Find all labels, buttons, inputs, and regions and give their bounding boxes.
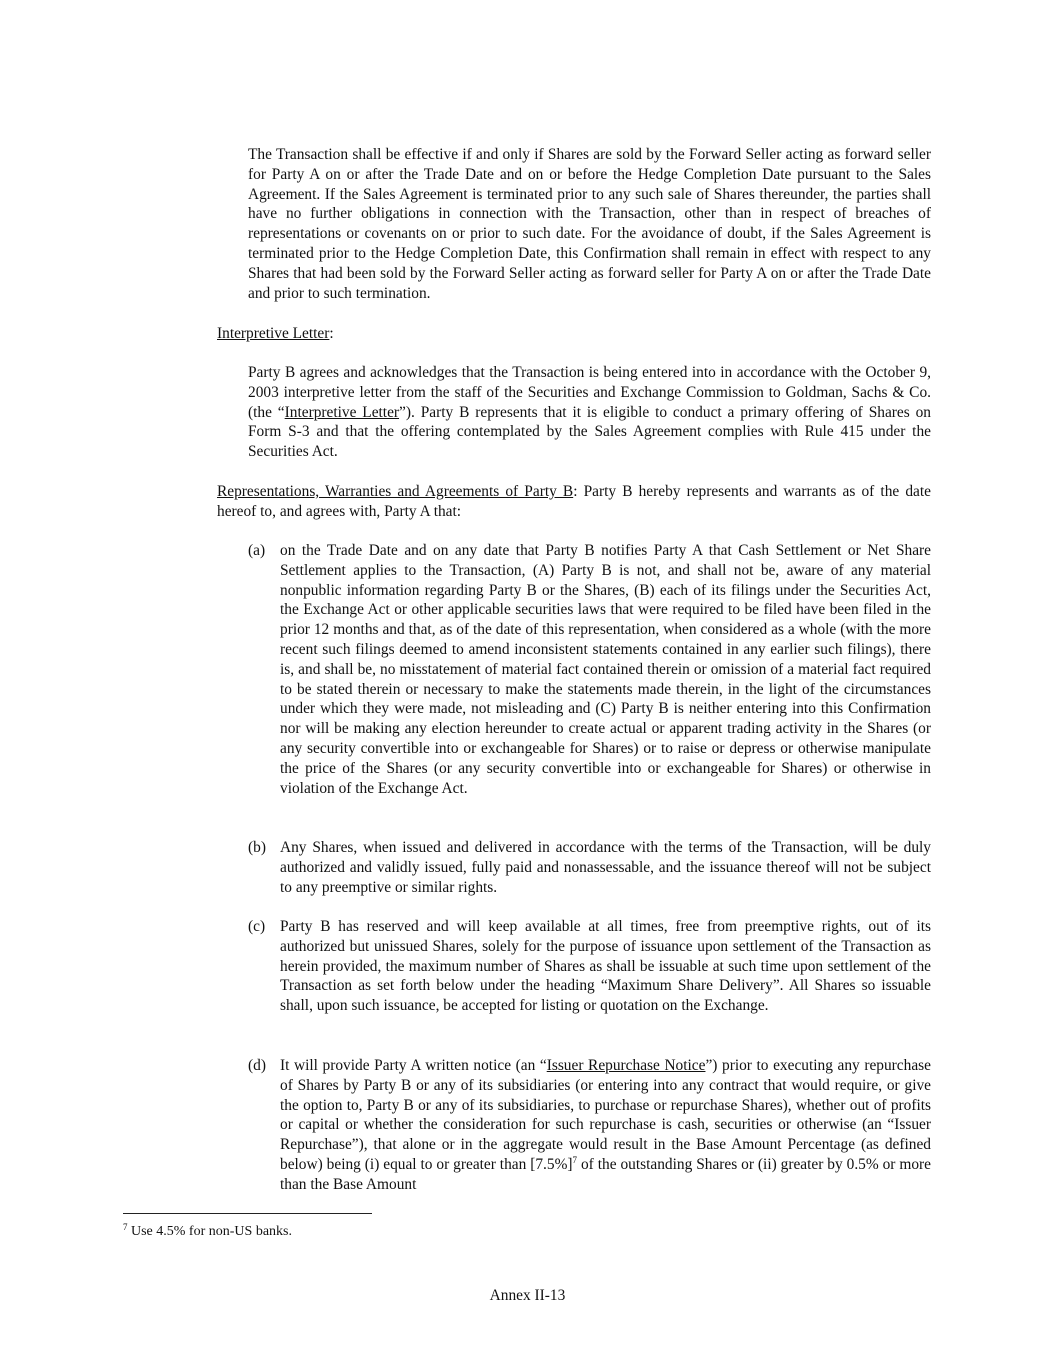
representations-heading: Representations, Warranties and Agreements of Party B bbox=[217, 483, 574, 500]
list-item bbox=[248, 917, 931, 1016]
issuer-repurchase-notice-term: Issuer Repurchase Notice bbox=[546, 1057, 706, 1074]
interpretive-letter-text-after: ”). Party B represents that it is eligible to conduct a primary offering of Shares on Form S-3 and that the offering contemplated by the Sales Agreement complies with Rule 415 under the Securities Act. bbox=[248, 403, 931, 461]
list-item-label: (b) bbox=[248, 839, 266, 856]
representations-intro-text: : Party B hereby represents and warrants as of the date hereof to, and agrees with, Party A that: bbox=[217, 483, 931, 520]
interpretive-letter-text-before: Party B agrees and acknowledges that the Transaction is being entered into in accordance with the October 9, 2003 interpretive letter from the staff of the Securities and Exchange Commission to Goldman, Sachs & Co. (the “ bbox=[248, 364, 931, 421]
footnote bbox=[123, 1223, 292, 1241]
footnote-text: Use 4.5% for non-US banks. bbox=[127, 1224, 292, 1239]
list-item bbox=[248, 541, 931, 798]
list-item-text: Any Shares, when issued and delivered in accordance with the terms of the Transaction, will be duly authorized and validly issued, fully paid and nonassessable, and the issuance thereof will not be subject to any preemptive or similar rights. bbox=[280, 839, 931, 896]
effectiveness-paragraph: The Transaction shall be effective if and only if Shares are sold by the Forward Seller acting as forward seller for Party A on or after the Trade Date and on or before the Hedge Completion Date pursuant to the Sales Agreement. If the Sales Agreement is terminated prior to any such sale of Shares thereunder, the parties shall have no further obligations in connection with the Transaction, other than in respect of breaches of representations or covenants on or prior to such date. For the avoidance of doubt, if the Sales Agreement is terminated prior to the Hedge Completion Date, this Confirmation shall remain in effect with respect to any Shares that had been sold by the Forward Seller acting as forward seller for Party A on or after the Trade Date and prior to such termination. bbox=[248, 146, 931, 302]
interpretive-letter-heading-text: Interpretive Letter bbox=[217, 325, 330, 342]
list-item bbox=[248, 1056, 931, 1195]
interpretive-letter-term: Interpretive Letter bbox=[284, 403, 400, 421]
footnote-divider bbox=[123, 1213, 372, 1214]
item-d-text-middle: ”) prior to executing any repurchase of Shares by Party B or any of its subsidiaries (or entering into any contract that would require, or give the option to, Party B or any of its subsidiaries, to purchase or repurchase Shares), whether out of profits or capital or whether the consideration for such repurchase is cash, securities or otherwise (an “Issuer Repurchase”), that alone or in the aggregate would result in the Base Amount Percentage (as defined below) being (i) equal to or greater than [7.5%] bbox=[280, 1057, 931, 1173]
list-item-label: (a) bbox=[248, 542, 266, 559]
list-item-text: on the Trade Date and on any date that Party B notifies Party A that Cash Settlement or Net Share Settlement applies to the Transaction, (A) Party B is not, and shall not be, aware of any material nonpublic information regarding Party B or the Shares, (B) each of its filings under the Securities Act, the Exchange Act or other applicable securities laws that were required to be filed have been filed in the prior 12 months and that, as of the date of this representation, when considered as a whole (with the more recent such filings deemed to amend inconsistent statements contained in any earlier such filings), there is, and shall be, no misstatement of material fact contained therein or omission of a material fact required to be stated therein or necessary to make the statements made therein, in the light of the circumstances under which they were made, not misleading and (C) Party B is neither entering into this Confirmation nor will be making any election hereunder to create actual or apparent trading activity in the Shares (or any security convertible into or exchangeable for Shares) or to raise or depress or otherwise manipulate the price of the Shares (or any security convertible into or exchangeable for Shares) or otherwise in violation of the Exchange Act. bbox=[280, 542, 931, 797]
list-item-text: Party B has reserved and will keep available at all times, free from preemptive rights, out of its authorized but unissued Shares, solely for the purpose of issuance upon settlement of the Transaction as herein provided, the maximum number of Shares as shall be issuable at such time upon settlement of the Transaction as set forth below under the heading “Maximum Share Delivery”. All Shares so issuable shall, upon such issuance, be accepted for listing or quotation on the Exchange. bbox=[280, 918, 931, 1015]
footnote-number: 7 bbox=[123, 1222, 128, 1232]
page-number: Annex II-13 bbox=[489, 1287, 566, 1304]
list-item-text bbox=[280, 1056, 931, 1195]
item-d-text-after: of the outstanding Shares or (ii) greater by 0.5% or more than the Base Amount bbox=[280, 1155, 931, 1193]
interpretive-letter-heading-colon: : bbox=[329, 325, 334, 342]
item-d-text-before: It will provide Party A written notice (an “ bbox=[280, 1057, 547, 1074]
representations-intro bbox=[217, 482, 931, 522]
interpretive-letter-paragraph bbox=[248, 363, 931, 462]
interpretive-letter-heading bbox=[217, 324, 931, 344]
footnote-reference: 7 bbox=[572, 1154, 578, 1165]
list-item-label: (c) bbox=[248, 918, 266, 935]
list-item-label: (d) bbox=[248, 1057, 266, 1074]
list-item bbox=[248, 838, 931, 897]
